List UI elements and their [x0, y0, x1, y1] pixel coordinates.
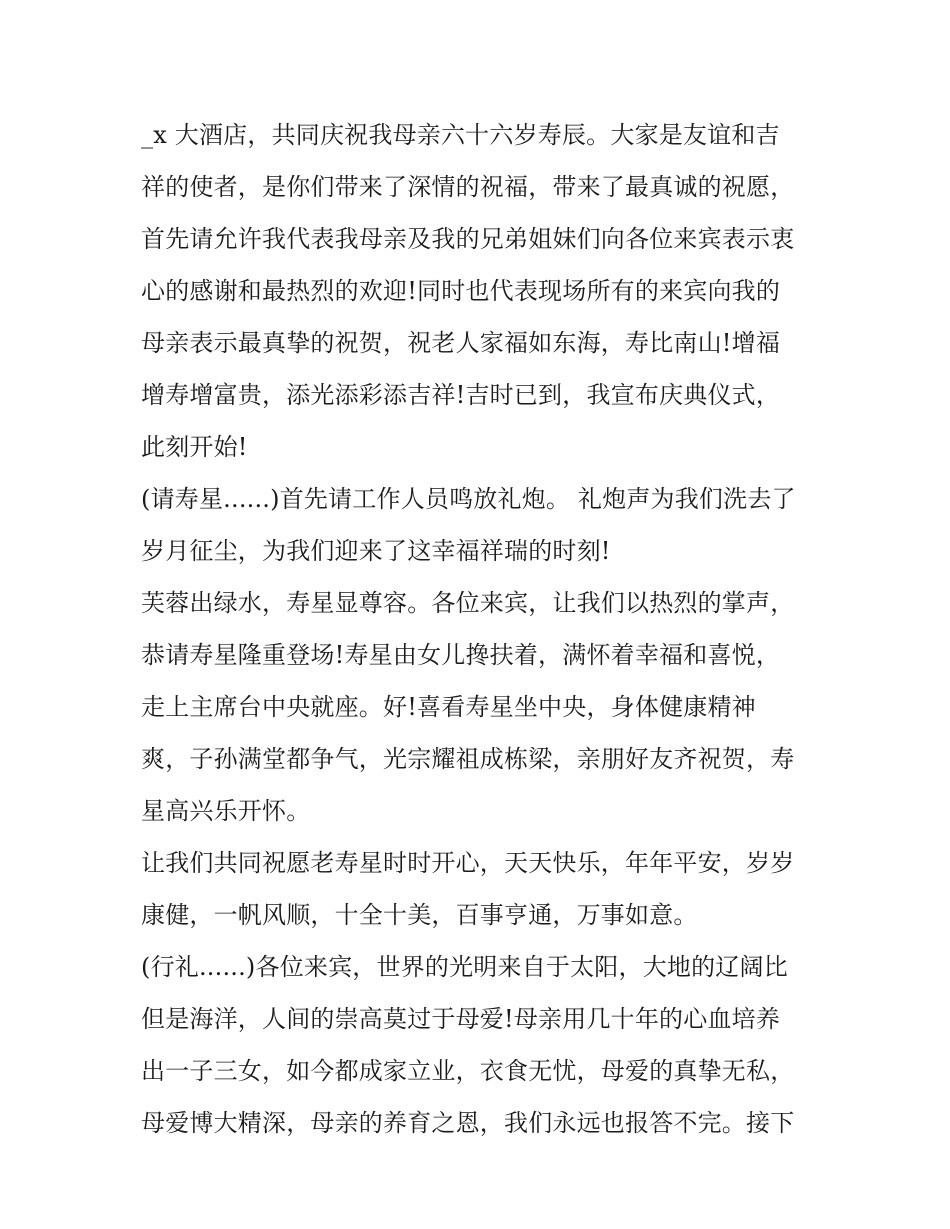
- paragraph-ceremony: [141, 941, 821, 1149]
- text-line: 此刻开始!: [141, 433, 248, 461]
- text-line: 出一子三女，如今都成家立业，衣食无忧，母爱的真挚无私，: [141, 1057, 795, 1085]
- paragraph-wishes: [141, 837, 821, 941]
- text-line: 祥的使者，是你们带来了深情的祝福，带来了最真诚的祝愿，: [141, 173, 795, 201]
- text-line: 首先请允许我代表我母亲及我的兄弟姐妹们向各位来宾表示衷: [141, 225, 795, 253]
- text-line: 让我们共同祝愿老寿星时时开心，天天快乐，年年平安，岁岁: [141, 849, 795, 877]
- paragraph-entrance: [141, 577, 821, 837]
- text-line: 母亲表示最真挚的祝贺，祝老人家福如东海，寿比南山!增福: [141, 329, 781, 357]
- text-line: (行礼......)各位来宾，世界的光明来自于太阳，大地的辽阔比: [141, 953, 788, 981]
- text-line: 但是海洋，人间的崇高莫过于母爱!母亲用几十年的心血培养: [141, 1005, 781, 1033]
- text-line: 走上主席台中央就座。好!喜看寿星坐中央，身体健康精神: [141, 693, 756, 721]
- document-body: [141, 109, 821, 1149]
- paragraph-salute: [141, 473, 821, 577]
- text-line: (请寿星......)首先请工作人员鸣放礼炮。 礼炮声为我们洗去了: [141, 485, 796, 513]
- text-line: 芙蓉出绿水，寿星显尊容。各位来宾，让我们以热烈的掌声，: [141, 589, 795, 617]
- text-line: 爽，子孙满堂都争气，光宗耀祖成栋梁，亲朋好友齐祝贺，寿: [141, 745, 795, 773]
- text-line: 母爱博大精深，母亲的养育之恩，我们永远也报答不完。接下: [141, 1109, 795, 1137]
- text-line: 岁月征尘，为我们迎来了这幸福祥瑞的时刻!: [141, 537, 611, 565]
- text-line: _x 大酒店，共同庆祝我母亲六十六岁寿辰。大家是友谊和吉: [141, 121, 780, 149]
- paragraph-opening: [141, 109, 821, 473]
- text-line: 恭请寿星隆重登场!寿星由女儿搀扶着，满怀着幸福和喜悦，: [141, 641, 781, 669]
- text-line: 增寿增富贵，添光添彩添吉祥!吉时已到，我宣布庆典仪式，: [141, 381, 781, 409]
- text-line: 康健，一帆风顺，十全十美，百事亨通，万事如意。: [141, 901, 698, 929]
- text-line: 星高兴乐开怀。: [141, 797, 311, 825]
- text-line: 心的感谢和最热烈的欢迎!同时也代表现场所有的来宾向我的: [141, 277, 781, 305]
